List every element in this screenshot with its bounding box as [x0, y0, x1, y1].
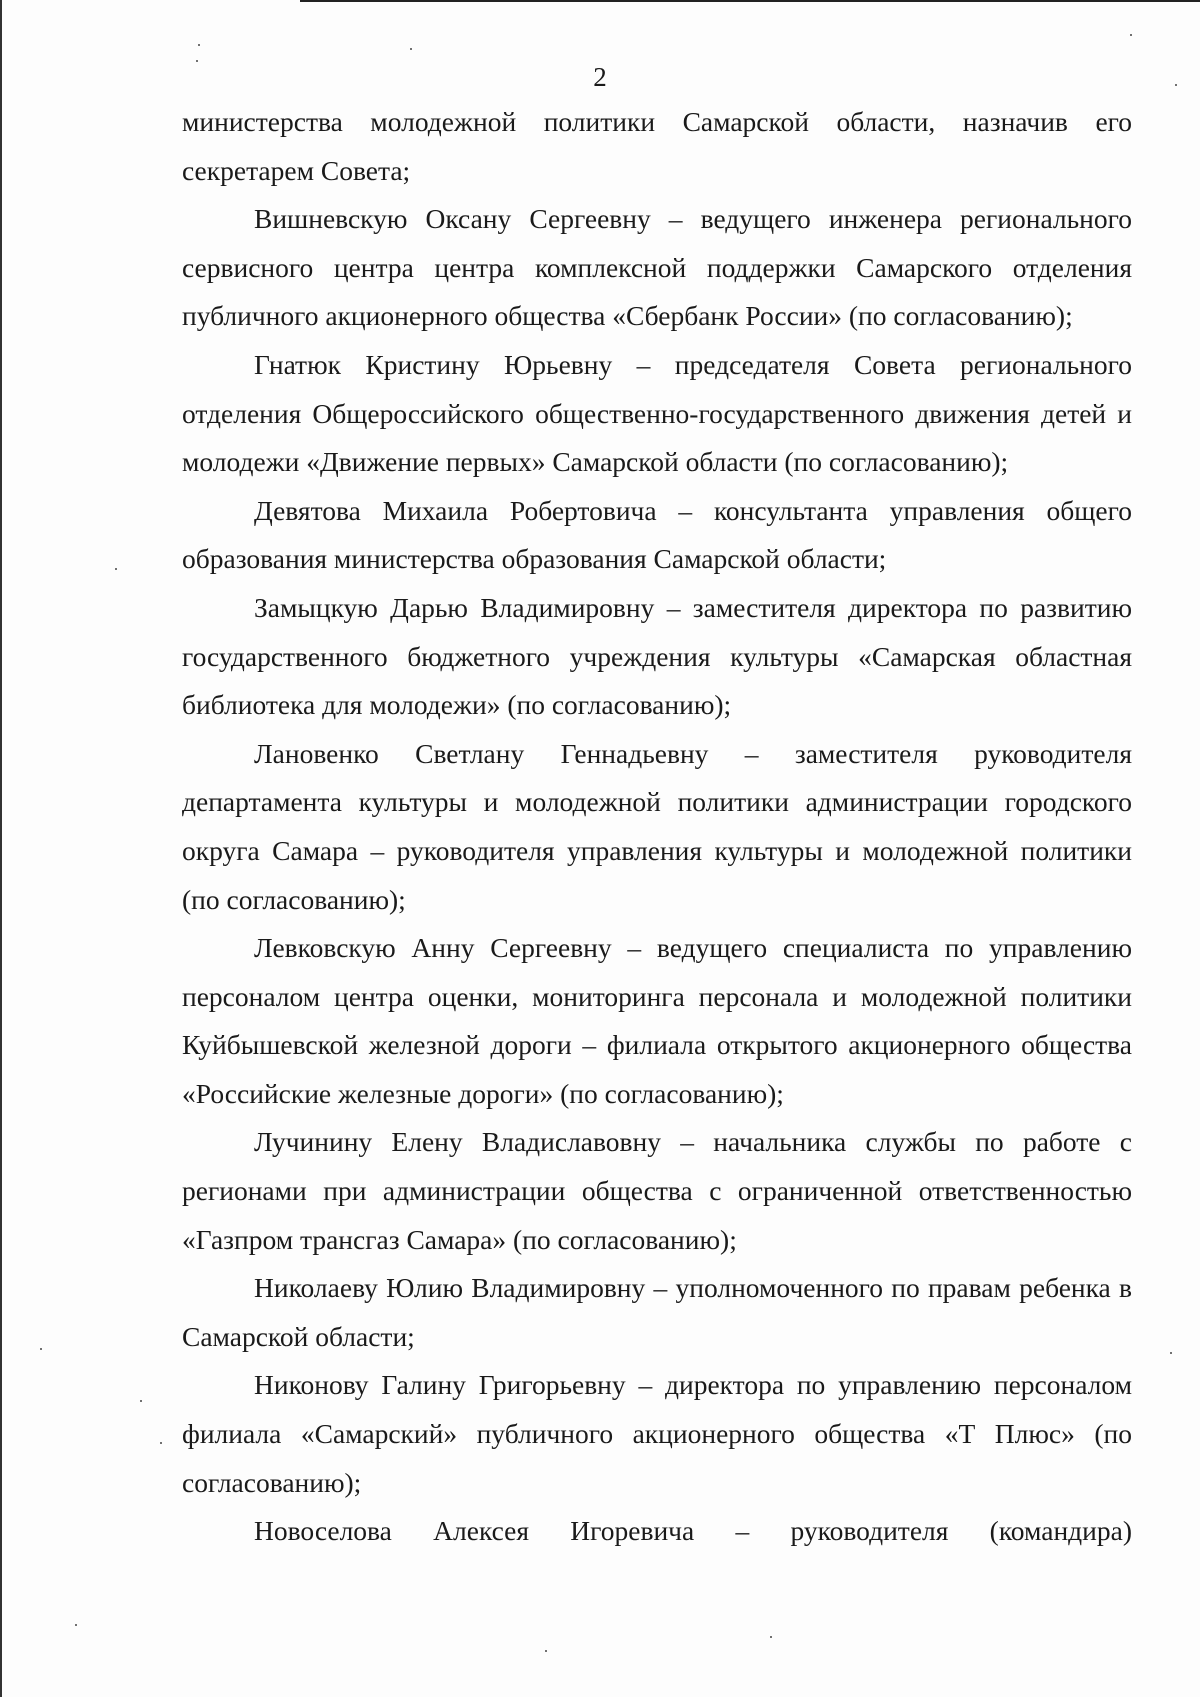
paragraph-lanovenko: Лановенко Светлану Геннадьевну – заместителя руководителя департамента культуры и молодежной политики администрации городского округа Самара – руководителя управления культуры и молодежной политики (по согласованию); — [182, 737, 1132, 915]
scan-speck — [410, 48, 412, 50]
page-number: 2 — [593, 62, 607, 92]
paragraph-zamytskaya: Замыцкую Дарью Владимировну – заместителя директора по развитию государственного бюджетного учреждения культуры «Самарская областная библиотека для молодежи» (по согласованию); — [182, 591, 1132, 721]
scan-speck — [40, 1348, 42, 1350]
scan-edge-top — [300, 0, 1200, 2]
scan-speck — [545, 1650, 547, 1652]
scan-speck — [198, 44, 200, 46]
scan-edge-left — [0, 0, 2, 1697]
paragraph-continuation: министерства молодежной политики Самарской области, назначив его секретарем Совета; — [182, 106, 1132, 186]
paragraph-gnatyuk: Гнатюк Кристину Юрьевну – председателя Совета регионального отделения Общероссийского общественно-государственного движения детей и молодежи «Движение первых» Самарской области (по согласованию); — [182, 348, 1132, 478]
paragraph-nikolaeva: Николаеву Юлию Владимировну – уполномоченного по правам ребенка в Самарской области; — [182, 1272, 1132, 1352]
document-body — [182, 98, 1132, 1556]
scan-speck — [770, 1636, 772, 1638]
scan-speck — [1130, 34, 1132, 36]
scan-speck — [75, 1624, 77, 1626]
scan-speck — [1170, 1352, 1172, 1354]
paragraph-novoselov: Новоселова Алексея Игоревича – руководителя (командира) — [254, 1515, 1132, 1547]
paragraph-levkovskaya: Левковскую Анну Сергеевну – ведущего специалиста по управлению персоналом центра оценки, мониторинга персонала и молодежной политики Куйбышевской железной дороги – филиала открытого акционерного общества «Российские железные дороги» (по согласованию); — [182, 932, 1132, 1109]
scan-speck — [196, 60, 198, 62]
scan-speck — [115, 568, 117, 570]
scan-speck — [160, 1442, 162, 1444]
paragraph-vishnevskaya: Вишневскую Оксану Сергеевну – ведущего инженера регионального сервисного центра центра комплексной поддержки Самарского отделения публичного акционерного общества «Сбербанк России» (по согласованию); — [182, 203, 1132, 332]
scan-speck — [1175, 84, 1177, 86]
paragraph-luchinina: Лучинину Елену Владиславовну – начальника службы по работе с регионами при администрации общества с ограниченной ответственностью «Газпром трансгаз Самара» (по согласованию); — [182, 1126, 1132, 1255]
scan-speck — [140, 1400, 142, 1402]
paragraph-devyatov: Девятова Михаила Робертовича – консультанта управления общего образования министерства образования Самарской области; — [182, 494, 1132, 575]
paragraph-nikonova: Никонову Галину Григорьевну – директора по управлению персоналом филиала «Самарский» публичного акционерного общества «Т Плюс» (по согласованию); — [182, 1369, 1132, 1498]
